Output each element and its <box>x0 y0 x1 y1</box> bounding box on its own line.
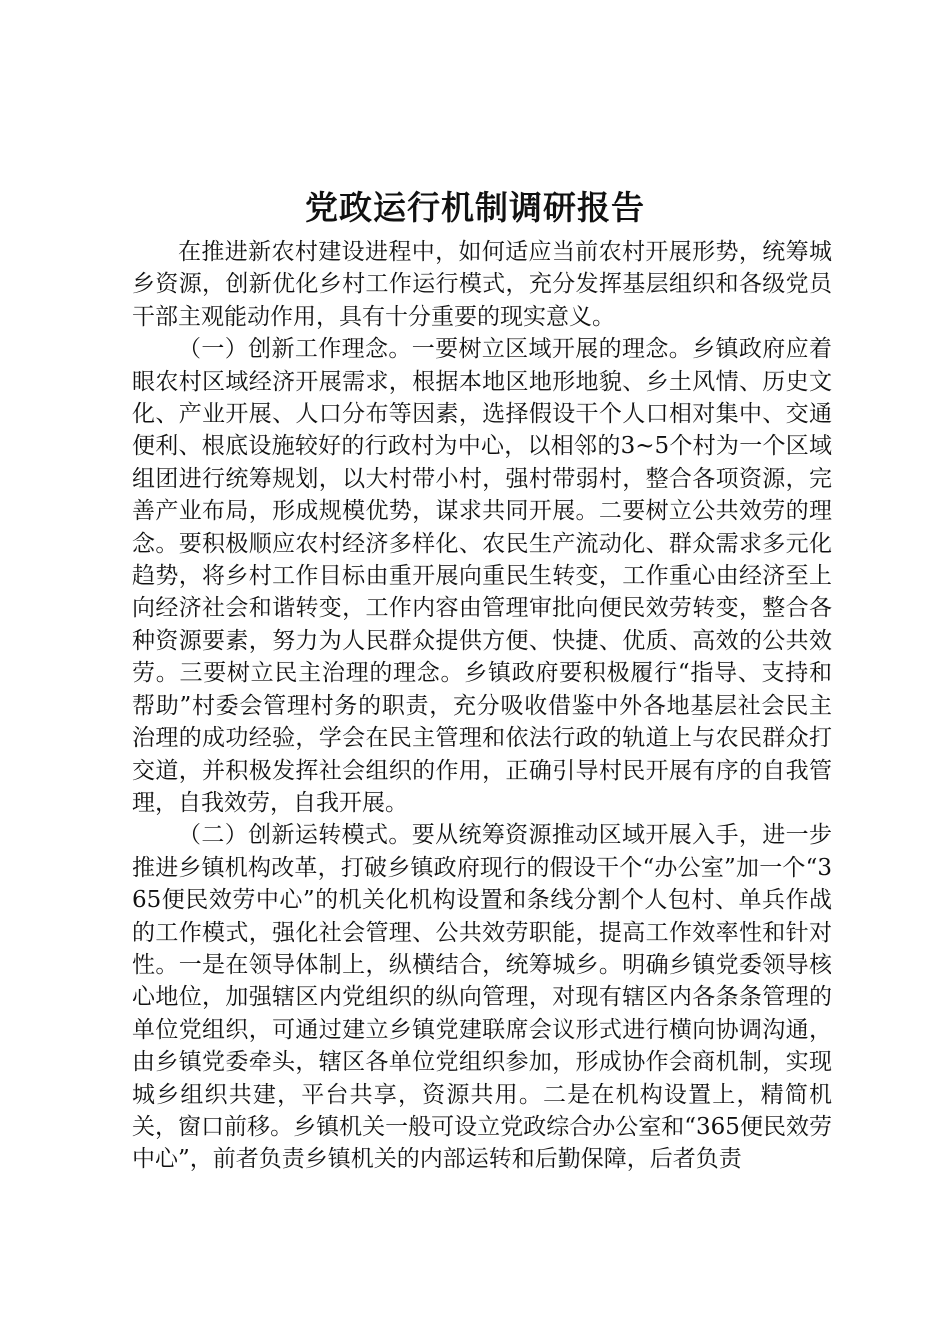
paragraph-section-two: （二）创新运转模式。要从统筹资源推动区域开展入手，进一步推进乡镇机构改革，打破乡镇政府现行的假设干个“办公室”加一个“365便民效劳中心”的机关化机构设置和条线分割个人包村、单兵作战的工作模式，强化社会管理、公共效劳职能，提高工作效率性和针对性。一是在领导体制上，纵横结合，统筹城乡。明确乡镇党委领导核心地位，加强辖区内党组织的纵向管理，对现有辖区内各条条管理的单位党组织，可通过建立乡镇党建联席会议形式进行横向协调沟通，由乡镇党委牵头，辖区各单位党组织参加，形成协作会商机制，实现城乡组织共建，平台共享，资源共用。二是在机构设置上，精简机关，窗口前移。乡镇机关一般可设立党政综合办公室和“365便民效劳中心”，前者负责乡镇机关的内部运转和后勤保障，后者负责 <box>132 822 832 1173</box>
document-body <box>132 236 832 1176</box>
paragraph-section-one: （一）创新工作理念。一要树立区域开展的理念。乡镇政府应着眼农村区域经济开展需求，根据本地区地形地貌、乡土风情、历史文化、产业开展、人口分布等因素，选择假设干个人口相对集中、交通便利、根底设施较好的行政村为中心，以相邻的3~5个村为一个区域组团进行统筹规划，以大村带小村，强村带弱村，整合各项资源，完善产业布局，形成规模优势，谋求共同开展。二要树立公共效劳的理念。要积极顺应农村经济多样化、农民生产流动化、群众需求多元化趋势，将乡村工作目标由重开展向重民生转变，工作重心由经济至上向经济社会和谐转变，工作内容由管理审批向便民效劳转变，整合各种资源要素，努力为人民群众提供方便、快捷、优质、高效的公共效劳。三要树立民主治理的理念。乡镇政府要积极履行“指导、支持和帮助”村委会管理村务的职责，充分吸收借鉴中外各地基层社会民主治理的成功经验，学会在民主管理和依法行政的轨道上与农民群众打交道，并积极发挥社会组织的作用，正确引导村民开展有序的自我管理，自我效劳，自我开展。 <box>132 336 832 816</box>
document-title: 党政运行机制调研报告 <box>305 188 645 227</box>
paragraph-intro: 在推进新农村建设进程中，如何适应当前农村开展形势，统筹城乡资源，创新优化乡村工作运行模式，充分发挥基层组织和各级党员干部主观能动作用，具有十分重要的现实意义。 <box>132 239 832 330</box>
